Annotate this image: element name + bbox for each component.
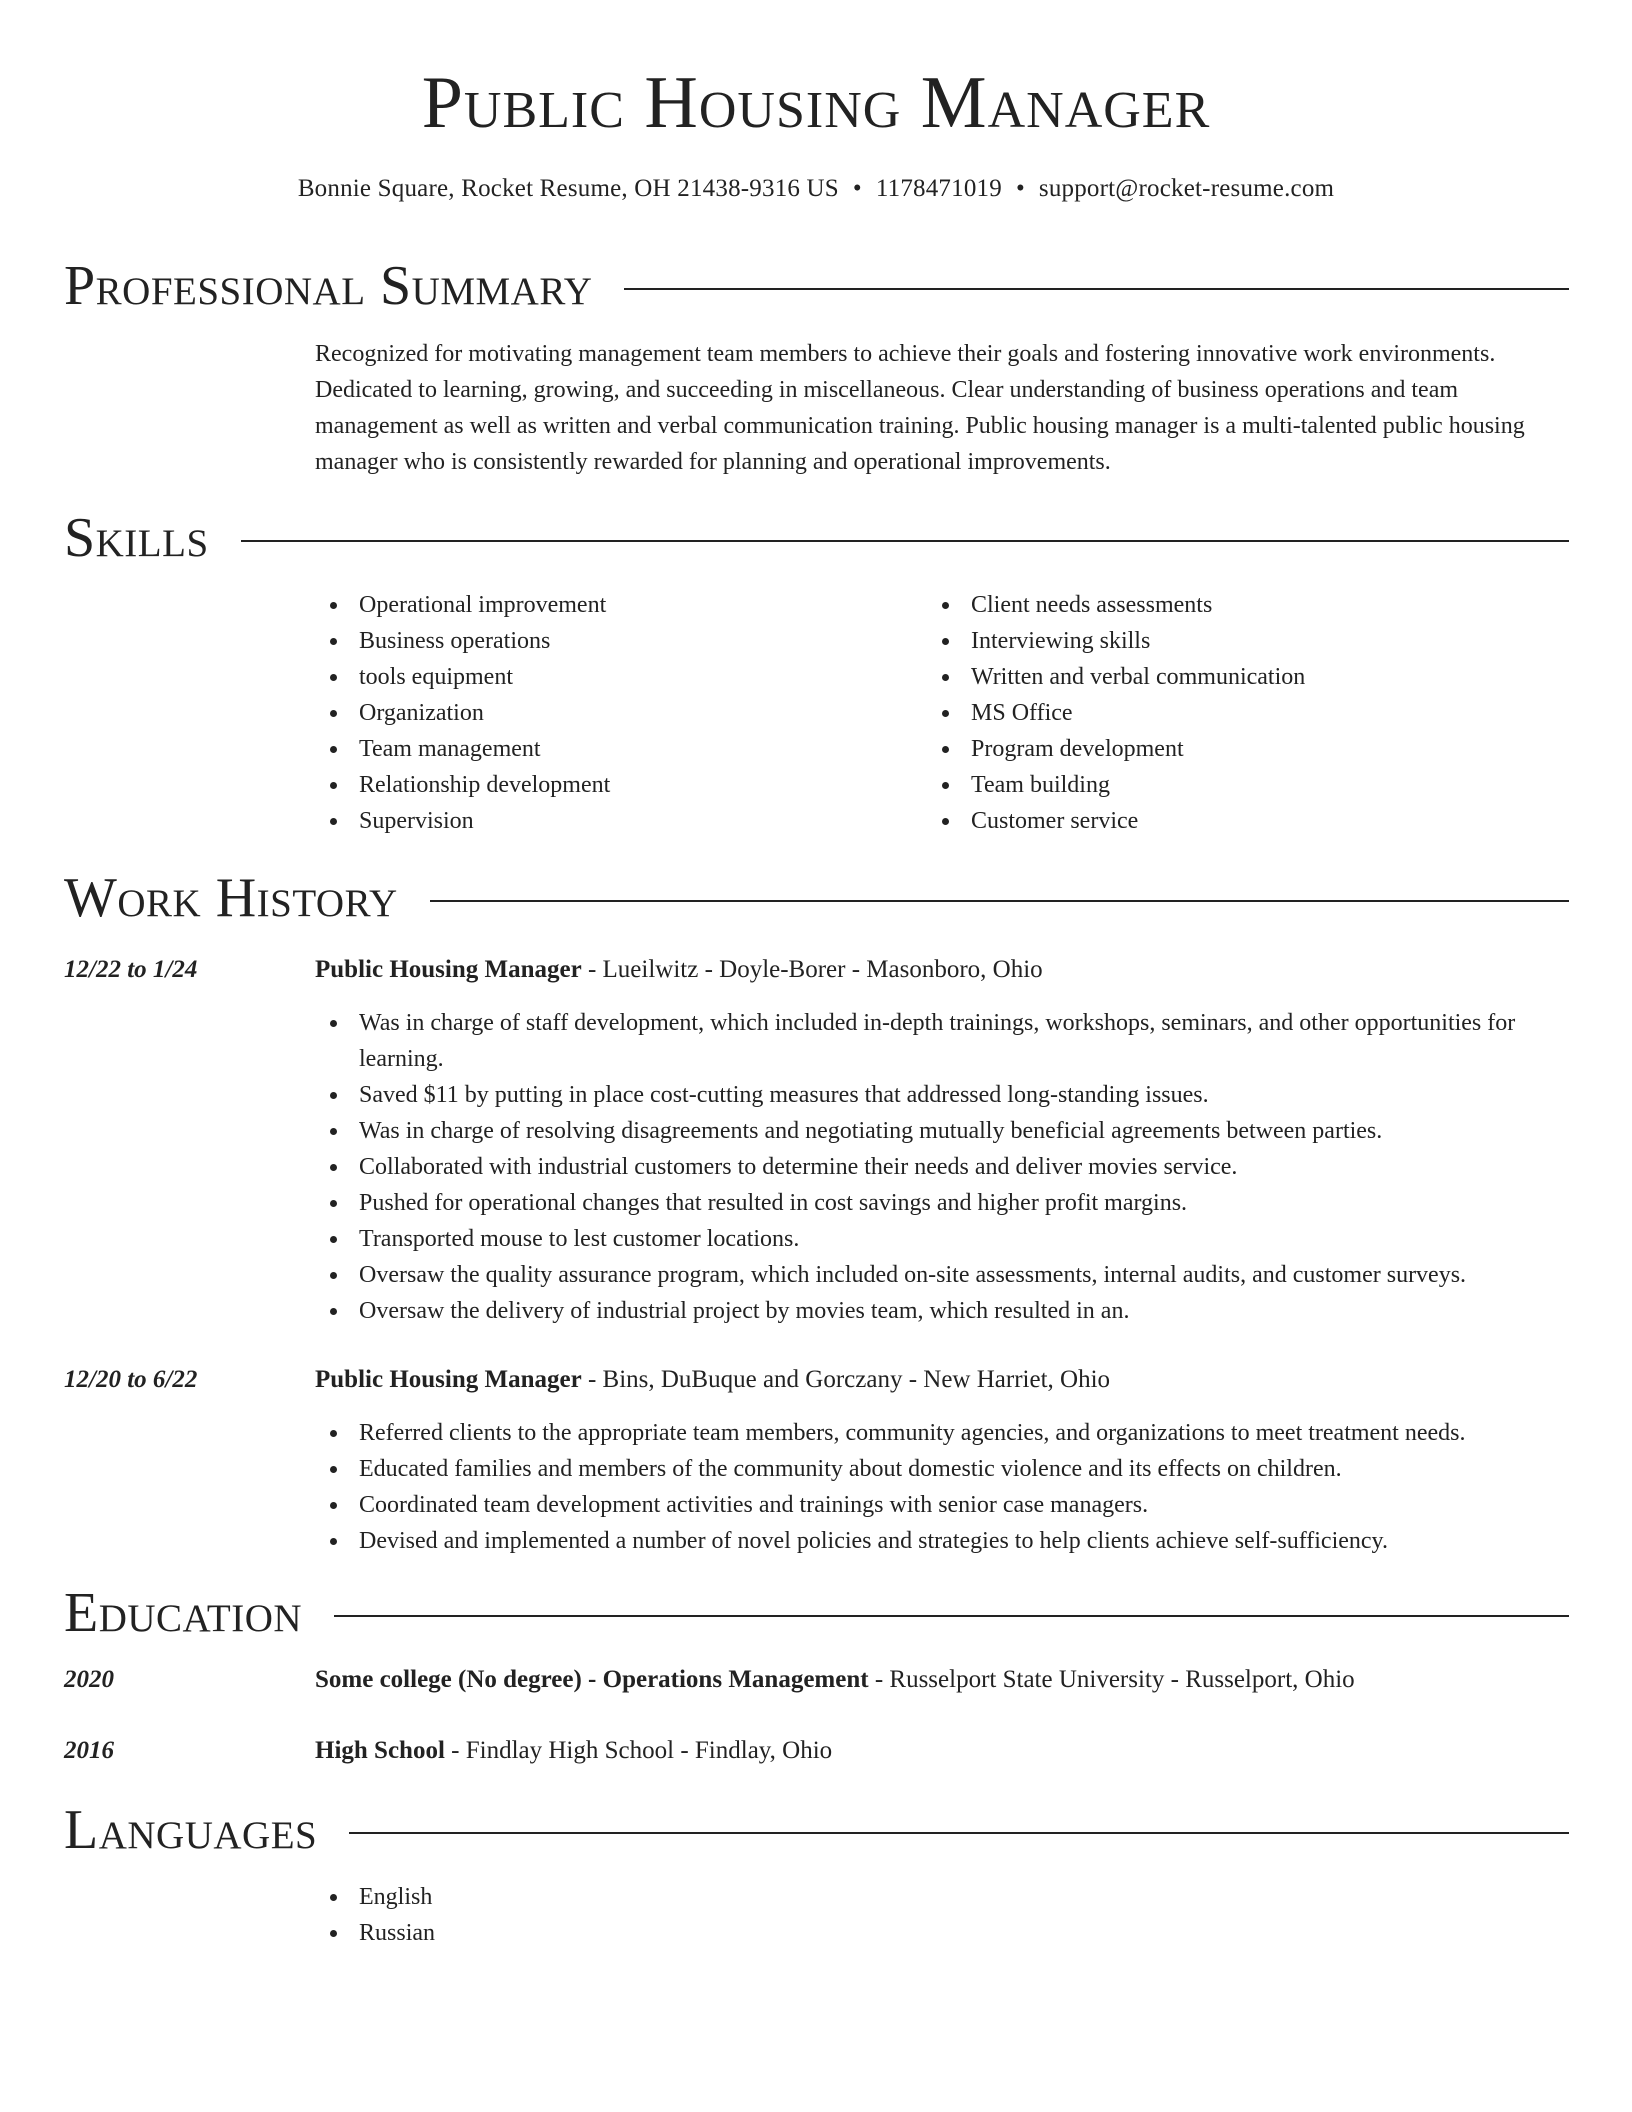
contact-address: Bonnie Square, Rocket Resume, OH 21438-9316 US [297,175,839,202]
skill-item: Client needs assessments [927,587,1567,623]
job-bullet: Devised and implemented a number of novel policies and strategies to help clients achieve self-sufficiency. [315,1523,1575,1559]
education-section-header [64,1583,1569,1643]
job-bullet: Transported mouse to lest customer locations. [315,1221,1575,1257]
skill-item: MS Office [927,695,1567,731]
job-bullet: Educated families and members of the community about domestic violence and its effects on children. [315,1451,1575,1487]
skill-item: tools equipment [315,659,915,695]
section-divider [334,1615,1569,1617]
section-divider [241,540,1569,542]
section-heading: Languages [64,1799,318,1861]
job-heading [315,952,1570,988]
skill-item: Business operations [315,623,915,659]
job-bullet: Collaborated with industrial customers to determine their needs and deliver movies service. [315,1149,1575,1185]
job-details: - Bins, DuBuque and Gorczany - New Harriet, Ohio [581,1366,1111,1393]
skill-item: Organization [315,695,915,731]
education-details: - Russelport State University - Russelport, Ohio [868,1666,1355,1693]
job-bullets [315,1005,1575,1329]
job-details: - Lueilwitz - Doyle-Borer - Masonboro, Ohio [581,956,1043,983]
summary-text: Recognized for motivating management team members to achieve their goals and fostering innovative work environments. Dedicated to learning, growing, and succeeding in miscellaneous. Clear understanding of business operations and team management as well as written and verbal communication training. Public housing manager is a multi-talented public housing manager who is consistently rewarded for planning and operational improvements. [315,341,1525,475]
job-bullet: Oversaw the delivery of industrial project by movies team, which resulted in an. [315,1293,1575,1329]
contact-phone: 1178471019 [875,175,1002,202]
section-heading: Professional Summary [64,255,593,317]
section-divider [349,1832,1569,1834]
skill-item: Team management [315,731,915,767]
contact-line [0,172,1632,206]
job-bullet: Was in charge of staff development, which included in-depth trainings, workshops, seminars, and other opportunities for learning. [315,1005,1575,1077]
job-bullet: Was in charge of resolving disagreements and negotiating mutually beneficial agreements between parties. [315,1113,1575,1149]
skill-item: Relationship development [315,767,915,803]
section-heading: Work History [64,867,398,929]
skills-list-right [927,587,1567,839]
language-item: English [315,1879,915,1915]
job-bullet: Pushed for operational changes that resulted in cost savings and higher profit margins. [315,1185,1575,1221]
resume-title: Public Housing Manager [421,62,1211,144]
job-bullets [315,1415,1575,1559]
education-degree: High School [315,1737,445,1764]
contact-email: support@rocket-resume.com [1038,175,1335,202]
contact-separator: • [852,175,862,202]
education-entry [315,1662,1570,1698]
job-dates: 12/22 to 1/24 [64,956,198,983]
language-item: Russian [315,1915,915,1951]
job-bullet: Referred clients to the appropriate team members, community agencies, and organizations to meet treatment needs. [315,1415,1575,1451]
education-year: 2020 [64,1666,114,1693]
contact-separator: • [1015,175,1025,202]
skills-list-left [315,587,915,839]
skill-item: Written and verbal communication [927,659,1567,695]
job-heading [315,1362,1570,1398]
languages-list [315,1879,915,1951]
education-degree: Some college (No degree) - Operations Management [315,1666,869,1693]
job-title: Public Housing Manager [315,1366,582,1393]
skill-item: Program development [927,731,1567,767]
skill-item: Customer service [927,803,1567,839]
summary-section-header [64,256,1569,316]
skill-item: Team building [927,767,1567,803]
job-title: Public Housing Manager [315,956,582,983]
education-details: - Findlay High School - Findlay, Ohio [444,1737,833,1764]
skill-item: Supervision [315,803,915,839]
skill-item: Operational improvement [315,587,915,623]
skill-item: Interviewing skills [927,623,1567,659]
job-dates: 12/20 to 6/22 [64,1366,198,1393]
skills-section-header [64,508,1569,568]
languages-section-header [64,1800,1569,1860]
section-heading: Education [64,1582,303,1644]
job-bullet: Oversaw the quality assurance program, which included on-site assessments, internal audits, and customer surveys. [315,1257,1575,1293]
job-bullet: Coordinated team development activities and trainings with senior case managers. [315,1487,1575,1523]
education-year: 2016 [64,1737,114,1764]
section-divider [624,288,1569,290]
work-section-header [64,868,1569,928]
section-divider [430,900,1569,902]
education-entry [315,1733,1570,1769]
section-heading: Skills [64,507,209,569]
job-bullet: Saved $11 by putting in place cost-cutting measures that addressed long-standing issues. [315,1077,1575,1113]
